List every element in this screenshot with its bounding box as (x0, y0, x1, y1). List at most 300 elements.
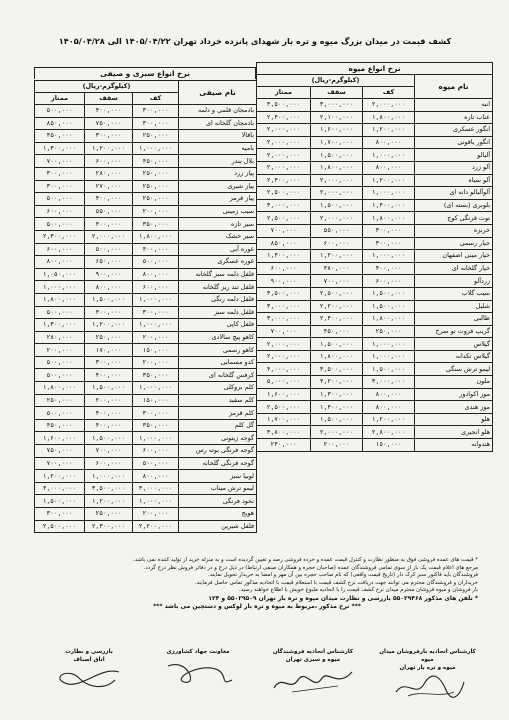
fruit-name-cell: آلو سیاه (415, 174, 493, 187)
veg-max-price: ۱,۲۰۰,۰۰۰ (85, 319, 133, 332)
veg-name-cell: فلفل کاپی (179, 319, 257, 332)
veg-name-cell: بامیه (179, 142, 257, 155)
fruit-name-cell: سیب گلاب (415, 287, 493, 300)
signature-title-1: کارشناس اتحادیه بارفروشان میدان میوه (379, 649, 476, 663)
veg-row (35, 482, 257, 495)
veg-row (35, 344, 257, 357)
fruit-min-price: ۲۵۰,۰۰۰ (363, 325, 415, 338)
veg-min-price: ۵۰۰,۰۰۰ (133, 256, 179, 269)
veg-name-cell: کاهو پیچ سالادی (179, 331, 257, 344)
veg-best-price: ۲۸۰,۰۰۰ (35, 331, 85, 344)
fruit-col-min: کف (363, 87, 415, 99)
fruit-row (257, 174, 493, 187)
veg-name-cell: باقالا (179, 130, 257, 143)
fruit-best-price: ۲,۵۰۰,۰۰۰ (257, 401, 311, 414)
fruit-row (257, 401, 493, 414)
fruit-max-price: ۴۸۰,۰۰۰ (311, 262, 363, 275)
veg-best-price: ۶۰۰,۰۰۰ (35, 205, 85, 218)
fruit-name-cell: گریپ فروت تو سرخ (415, 325, 493, 338)
fruit-best-price: ۷۰۰,۰۰۰ (257, 224, 311, 237)
signature-subtitle-4: اتاق اصناف (73, 657, 105, 663)
veg-best-price: ۱,۶۰۰,۰۰۰ (35, 432, 85, 445)
fruit-min-price: ۸۰۰,۰۰۰ (363, 136, 415, 149)
veg-row (35, 268, 257, 281)
veg-name-cell: کلم بروکلی (179, 382, 257, 395)
veg-best-price: ۳۰۰,۰۰۰ (35, 167, 85, 180)
fruit-min-price: ۳,۰۰۰,۰۰۰ (363, 376, 415, 389)
fruit-name-cell: آلبالو (415, 149, 493, 162)
fruit-best-price: ۶۰۰,۰۰۰ (257, 262, 311, 275)
fruit-best-price: ۳,۸۰۰,۰۰۰ (257, 426, 311, 439)
fruit-best-price: ۹۰۰,۰۰۰ (257, 275, 311, 288)
veg-best-price: ۲,۵۰۰,۰۰۰ (35, 520, 85, 533)
veg-min-price: ۶۰۰,۰۰۰ (133, 445, 179, 458)
veg-row (35, 419, 257, 432)
veg-name-cell: نخود فرنگی (179, 495, 257, 508)
veg-max-price: ۱,۵۰۰,۰۰۰ (85, 432, 133, 445)
veg-best-price: ۷۵۰,۰۰۰ (35, 445, 85, 458)
fruit-best-price: ۱,۶۰۰,۰۰۰ (257, 388, 311, 401)
veg-min-price: ۱,۰۰۰,۰۰۰ (133, 382, 179, 395)
signature-block-3 (148, 648, 248, 690)
fruit-max-price: ۱,۳۰۰,۰۰۰ (311, 388, 363, 401)
veg-min-price: ۱,۰۰۰,۰۰۰ (133, 293, 179, 306)
veg-best-price: ۲,۳۰۰,۰۰۰ (35, 230, 85, 243)
fruit-best-price: ۲,۵۰۰,۰۰۰ (257, 212, 311, 225)
veg-row (35, 306, 257, 319)
veg-max-price: ۹۰۰,۰۰۰ (85, 268, 133, 281)
veg-min-price: ۳۰۰,۰۰۰ (133, 117, 179, 130)
veg-min-price: ۵۰۰,۰۰۰ (133, 457, 179, 470)
veg-best-price: ۵۰۰,۰۰۰ (35, 193, 85, 206)
fruit-max-price: ۱,۸۰۰,۰۰۰ (311, 350, 363, 363)
fruit-min-price: ۱,۵۰۰,۰۰۰ (363, 300, 415, 313)
fruit-name-cell: موز اکوادور (415, 388, 493, 401)
veg-min-price: ۲۵۰,۰۰۰ (133, 193, 179, 206)
veg-min-price: ۲۵۰,۰۰۰ (133, 167, 179, 180)
fruit-max-price: ۲,۲۰۰,۰۰۰ (311, 300, 363, 313)
veg-name-cell: فلفل شیرین (179, 520, 257, 533)
veg-col-min: کف (133, 93, 179, 105)
fruit-max-price: ۲,۱۰۰,۰۰۰ (311, 111, 363, 124)
signature-subtitle-1: میوه و تره بار تهران (399, 665, 456, 671)
veg-name-cell: سیب زمینی (179, 205, 257, 218)
veg-name-cell: کرفس گلخانه ای (179, 369, 257, 382)
fruit-best-price: ۲,۰۰۰,۰۰۰ (257, 149, 311, 162)
fruit-col-best: ممتاز (257, 87, 311, 99)
veg-col-best: ممتاز (35, 93, 85, 105)
fruit-min-price: ۴۰۰,۰۰۰ (363, 262, 415, 275)
fruit-min-price: ۱,۴۰۰,۰۰۰ (363, 199, 415, 212)
fruit-name-cell: هلو انجیری (415, 426, 493, 439)
fruit-best-price: ۳,۰۰۰,۰۰۰ (257, 199, 311, 212)
veg-min-price: ۲۰۰,۰۰۰ (133, 331, 179, 344)
veg-best-price: ۵۰۰,۰۰۰ (35, 306, 85, 319)
veg-max-price: ۴۰۰,۰۰۰ (85, 419, 133, 432)
veg-table-body (35, 105, 257, 533)
veg-name-cell: پیاز شیری (179, 180, 257, 193)
fruit-table-body (257, 99, 493, 452)
veg-row (35, 495, 257, 508)
veg-max-price: ۴۰۰,۰۰۰ (85, 306, 133, 319)
veg-name-cell: فلفل دلمه سبز (179, 306, 257, 319)
fruit-best-price: ۴,۰۰۰,۰۰۰ (257, 363, 311, 376)
veg-max-price: ۵۵۰,۰۰۰ (85, 205, 133, 218)
veg-min-price: ۱۵۰,۰۰۰ (133, 394, 179, 407)
veg-max-price: ۶۵۰,۰۰۰ (85, 256, 133, 269)
fruit-min-price: ۱,۰۰۰,۰۰۰ (363, 187, 415, 200)
veg-max-price: ۷۰۰,۰۰۰ (85, 445, 133, 458)
fruit-max-price: ۱,۷۰۰,۰۰۰ (311, 136, 363, 149)
veg-best-price: ۳۰۰,۰۰۰ (35, 180, 85, 193)
signatures-area (40, 648, 480, 708)
veg-best-price: ۸۰۰,۰۰۰ (35, 256, 85, 269)
veg-max-price: ۱۷۰,۰۰۰ (85, 344, 133, 357)
fruit-best-price: ۲,۰۰۰,۰۰۰ (257, 124, 311, 137)
fruit-best-price: ۷۰۰,۰۰۰ (257, 325, 311, 338)
fruit-max-price: ۱,۵۰۰,۰۰۰ (311, 413, 363, 426)
fruit-name-cell: خربزه (415, 224, 493, 237)
fruit-min-price: ۱,۸۰۰,۰۰۰ (363, 313, 415, 326)
fruit-min-price: ۸۰۰,۰۰۰ (363, 401, 415, 414)
veg-best-price: ۵۰۰,۰۰۰ (35, 356, 85, 369)
veg-min-price: ۳۵۰,۰۰۰ (133, 218, 179, 231)
veg-name-cell: سیر خشک (179, 230, 257, 243)
veg-best-price: ۵۰۰,۰۰۰ (35, 369, 85, 382)
fruit-name-cell: انبه (415, 99, 493, 112)
veg-min-price: ۳۵۰,۰۰۰ (133, 419, 179, 432)
veg-best-price: ۳۰۰,۰۰۰ (35, 508, 85, 521)
veg-min-price: ۱,۰۰۰,۰۰۰ (133, 432, 179, 445)
veg-min-price: ۴۰۰,۰۰۰ (133, 243, 179, 256)
veg-best-price: ۸۵۰,۰۰۰ (35, 117, 85, 130)
veg-min-price: ۲۰۰,۰۰۰ (133, 508, 179, 521)
fruit-row (257, 287, 493, 300)
signature-block-1 (375, 648, 480, 702)
fruit-name-cell: خیار رسمی (415, 237, 493, 250)
fruit-best-price: ۵,۰۰۰,۰۰۰ (257, 376, 311, 389)
veg-max-price: ۲,۳۰۰,۰۰۰ (85, 520, 133, 533)
fruit-name-cell: گیلاس تکدانه (415, 350, 493, 363)
veg-best-price: ۴,۰۰۰,۰۰۰ (35, 482, 85, 495)
veg-best-price: ۱,۰۵۰,۰۰۰ (35, 268, 85, 281)
veg-min-price: ۳۰۰,۰۰۰ (133, 306, 179, 319)
veg-row (35, 293, 257, 306)
fruit-name-cell: عناب تازه (415, 111, 493, 124)
veg-name-cell: سیر تازه (179, 218, 257, 231)
fruit-best-price: ۲,۵۰۰,۰۰۰ (257, 187, 311, 200)
fruit-best-price: ۲,۰۰۰,۰۰۰ (257, 161, 311, 174)
veg-min-price: ۱۵۰,۰۰۰ (133, 344, 179, 357)
veg-row (35, 382, 257, 395)
fruit-row (257, 149, 493, 162)
handwritten-signature-1 (388, 672, 468, 702)
fruit-max-price: ۳,۰۰۰,۰۰۰ (311, 99, 363, 112)
page-title: کشف قیمت در میدان بزرگ میوه و تره بار شهدای پانزده خرداد تهران ۱۴۰۵/۰۴/۲۲ الی ۱۴۰۵/۰۴/۲۸ (58, 36, 452, 46)
signature-title-2: کارشناس اتحادیه فروشندگان (272, 649, 354, 655)
veg-max-price: ۷۵۰,۰۰۰ (85, 117, 133, 130)
veg-min-price: ۳,۰۰۰,۰۰۰ (133, 482, 179, 495)
veg-max-price: ۲۷۰,۰۰۰ (85, 180, 133, 193)
fruit-name-cell: شلیل (415, 300, 493, 313)
fruit-best-price: ۲۴۰,۰۰۰ (257, 439, 311, 452)
fruit-min-price: ۱۵۰,۰۰۰ (363, 439, 415, 452)
fruit-table-header: نرخ انواع میوه (257, 63, 493, 75)
fruit-min-price: ۱,۰۰۰,۰۰۰ (363, 250, 415, 263)
veg-min-price: ۸۰۰,۰۰۰ (133, 470, 179, 483)
fruit-name-cell: لیمو ترش سنگی (415, 363, 493, 376)
veg-min-price: ۸۰۰,۰۰۰ (133, 268, 179, 281)
veg-best-price: ۱,۳۰۰,۰۰۰ (35, 319, 85, 332)
fruit-row (257, 187, 493, 200)
veg-name-cell: غوره آبی (179, 243, 257, 256)
fruit-min-price: ۳۰۰,۰۰۰ (363, 237, 415, 250)
veg-max-price: ۲۸۰,۰۰۰ (85, 167, 133, 180)
veg-min-price: ۲,۲۰۰,۰۰۰ (133, 520, 179, 533)
veg-row (35, 331, 257, 344)
note-5: بار فروشان و میوه فروشان محترم میدان نرخ کشف قیمت را با اتحادیه ملبوغ خویش با اطلاع خواهند رسید. (238, 587, 478, 594)
note-2: مرجع های اعلام قیمت یک بار از سوی تمامی فروشندگان عمده (صاحبان حجره و همکاران صنفی ارتباط) در ذیل درج و در دفاتر فروش نظر درج گردد. (143, 564, 478, 571)
fruit-max-price: ۱,۵۰۰,۰۰۰ (311, 149, 363, 162)
fruit-name-cell: بلوبری (بسته ای) (415, 199, 493, 212)
veg-row (35, 508, 257, 521)
veg-best-price: ۱,۵۰۰,۰۰۰ (35, 495, 85, 508)
fruit-row (257, 426, 493, 439)
veg-name-cell: بادمجان قلمی و دلمه (179, 105, 257, 118)
veg-max-price: ۱,۰۰۰,۰۰۰ (85, 470, 133, 483)
signature-subtitle-2: میوه و سبزی تهران (285, 657, 341, 663)
veg-row (35, 319, 257, 332)
fruit-min-price: ۳۰۰,۰۰۰ (363, 224, 415, 237)
veg-best-price: ۵۰۰,۰۰۰ (35, 218, 85, 231)
veg-max-price: ۶۰۰,۰۰۰ (85, 457, 133, 470)
fruit-min-price: ۱,۸۰۰,۰۰۰ (363, 111, 415, 124)
fruit-min-price: ۱,۲۰۰,۰۰۰ (363, 124, 415, 137)
fruit-best-price: ۲,۰۰۰,۰۰۰ (257, 136, 311, 149)
fruit-name-cell: طالبی (415, 313, 493, 326)
fruit-min-price: ۸۰۰,۰۰۰ (363, 161, 415, 174)
veg-best-price: ۲۰۰,۰۰۰ (35, 344, 85, 357)
fruit-row (257, 338, 493, 351)
veg-max-price: ۱,۲۰۰,۰۰۰ (85, 495, 133, 508)
veg-name-cell: گل کلم (179, 419, 257, 432)
veg-row (35, 243, 257, 256)
fruit-max-price: ۳,۵۰۰,۰۰۰ (311, 363, 363, 376)
fruit-best-price: ۳,۰۰۰,۰۰۰ (257, 300, 311, 313)
fruit-row (257, 99, 493, 112)
veg-name-cell: کاهو رسمی (179, 344, 257, 357)
veg-min-price: ۶۰۰,۰۰۰ (133, 281, 179, 294)
fruit-best-price: ۲,۰۰۰,۰۰۰ (257, 350, 311, 363)
fruit-max-price: ۷۰۰,۰۰۰ (311, 275, 363, 288)
fruit-max-price: ۱,۶۰۰,۰۰۰ (311, 124, 363, 137)
fruit-min-price: ۱,۲۰۰,۰۰۰ (363, 174, 415, 187)
fruit-row (257, 325, 493, 338)
veg-name-cell: لیمو ترش میناب (179, 482, 257, 495)
veg-max-price: ۴۰۰,۰۰۰ (85, 105, 133, 118)
veg-max-price: ۶۰۰,۰۰۰ (85, 155, 133, 168)
fruit-max-price: ۱,۲۰۰,۰۰۰ (311, 250, 363, 263)
fruit-name-cell: هندوانه (415, 439, 493, 452)
veg-best-price: ۱,۲۰۰,۰۰۰ (35, 470, 85, 483)
fruit-row (257, 313, 493, 326)
veg-name-cell: کلم سفید (179, 394, 257, 407)
veg-min-price: ۳۰۰,۰۰۰ (133, 407, 179, 420)
veg-table-header: نرخ انواع سبزی و صیفی (34, 67, 256, 79)
veg-max-price: ۳۰۰,۰۰۰ (85, 356, 133, 369)
veg-col-max: سقف (85, 93, 133, 105)
veg-max-price: ۲۰۰,۰۰۰ (85, 394, 133, 407)
veg-best-price: ۱,۸۰۰,۰۰۰ (35, 382, 85, 395)
fruit-name-cell: گیلاس (415, 338, 493, 351)
veg-max-price: ۲۵۰,۰۰۰ (85, 331, 133, 344)
fruit-min-price: ۱,۰۰۰,۰۰۰ (363, 149, 415, 162)
veg-row (35, 180, 257, 193)
fruit-name-cell: موز هندی (415, 401, 493, 414)
veg-unit: (کیلوگرم-ریال) (35, 81, 179, 93)
fruit-unit: (کیلوگرم-ریال) (257, 75, 415, 87)
fruit-min-price: ۱,۰۰۰,۰۰۰ (363, 350, 415, 363)
fruit-name-cell: آلوآلبالو دانه ای (415, 187, 493, 200)
veg-row (35, 470, 257, 483)
fruit-row (257, 300, 493, 313)
fruit-row (257, 388, 493, 401)
fruit-row (257, 275, 493, 288)
veg-best-price: ۴۵۰,۰۰۰ (35, 130, 85, 143)
veg-best-price: ۵۰۰,۰۰۰ (35, 407, 85, 420)
veg-row (35, 155, 257, 168)
fruit-name-cell: زردآلو (415, 275, 493, 288)
veg-min-price: ۲۵۰,۰۰۰ (133, 180, 179, 193)
veg-row (35, 105, 257, 118)
fruit-row (257, 363, 493, 376)
veg-max-price: ۲,۰۰۰,۰۰۰ (85, 230, 133, 243)
fruit-min-price: ۱,۵۰۰,۰۰۰ (363, 287, 415, 300)
veg-name-cell: هویج (179, 508, 257, 521)
veg-max-price: ۱,۲۰۰,۰۰۰ (85, 142, 133, 155)
fruit-min-price: ۲,۸۰۰,۰۰۰ (363, 426, 415, 439)
fruit-row (257, 439, 493, 452)
fruit-row (257, 136, 493, 149)
signature-block-4 (40, 648, 138, 694)
fruit-name-cell: انگور عسکری (415, 124, 493, 137)
veg-best-price: ۶۰۰,۰۰۰ (35, 243, 85, 256)
fruit-name-cell: خیار مینی اصفهان (415, 250, 493, 263)
fruit-name-cell: انگور یاقوتی (415, 136, 493, 149)
fruit-max-price: ۱,۵۰۰,۰۰۰ (311, 338, 363, 351)
phone-line-2: *** نرخ مذکور ،مربوط به میوه و تره بار لوکس و دستچین می باشد *** (153, 602, 361, 610)
fruit-row (257, 413, 493, 426)
veg-name-cell: کدو مسمایی (179, 356, 257, 369)
fruit-max-price: ۲۰۰,۰۰۰ (311, 439, 363, 452)
fruit-best-price: ۱,۷۰۰,۰۰۰ (257, 413, 311, 426)
veg-row (35, 193, 257, 206)
phone-line-1: * تلفن های مذکور ۵۵۰۲۹۴۶۸ بازرسی و نظارت میدان میوه و تره بار تهران ۵۵۰۲۹۵۰۹ و ۱۲۴ (208, 594, 478, 602)
veg-name-cell: فلفل دلمه سبز گلخانه (179, 268, 257, 281)
veg-name-cell: پیاز قرمز (179, 193, 257, 206)
fruit-col-name: نام میوه (415, 75, 493, 99)
veg-max-price: ۳,۵۰۰,۰۰۰ (85, 482, 133, 495)
notes-section (36, 557, 478, 610)
fruit-min-price: ۲,۰۰۰,۰۰۰ (363, 99, 415, 112)
veg-row (35, 281, 257, 294)
fruit-row (257, 224, 493, 237)
note-1: * قیمت های عمده فروشی فوق به منظور نظارت و کنترل قیمت عمده و خرده فروشی رصد و تعیین گردیده است و به منزله خرید از تولید کننده نمی باشد. (133, 557, 478, 563)
veg-row (35, 142, 257, 155)
fruit-min-price: ۸۰۰,۰۰۰ (363, 388, 415, 401)
veg-min-price: ۲۵۰,۰۰۰ (133, 130, 179, 143)
fruit-row (257, 376, 493, 389)
fruit-best-price: ۳,۵۰۰,۰۰۰ (257, 287, 311, 300)
fruit-row (257, 262, 493, 275)
veg-row (35, 445, 257, 458)
veg-row (35, 407, 257, 420)
veg-min-price: ۱,۰۰۰,۰۰۰ (133, 319, 179, 332)
signature-block-2 (258, 648, 368, 696)
veg-name-cell: گوجه فرنگی بوته رس (179, 445, 257, 458)
veg-row (35, 457, 257, 470)
veg-min-price: ۲۰۰,۰۰۰ (133, 356, 179, 369)
veg-col-name: نام صیفی (179, 81, 257, 105)
veg-name-cell: بلال بندر (179, 155, 257, 168)
fruit-min-price: ۶۰۰,۰۰۰ (363, 275, 415, 288)
veg-min-price: ۴۵۰,۰۰۰ (133, 155, 179, 168)
fruit-best-price: ۱,۴۰۰,۰۰۰ (257, 250, 311, 263)
fruit-name-cell: آلو زرد (415, 161, 493, 174)
signature-title-3: معاونت جهاد کشاورزی (166, 649, 230, 655)
fruit-name-cell: ملون (415, 376, 493, 389)
veg-row (35, 432, 257, 445)
fruit-col-max: سقف (311, 87, 363, 99)
fruit-row (257, 212, 493, 225)
fruit-min-price: ۱,۲۰۰,۰۰۰ (363, 413, 415, 426)
veg-max-price: ۱,۵۰۰,۰۰۰ (85, 293, 133, 306)
fruit-max-price: ۲,۰۰۰,۰۰۰ (311, 212, 363, 225)
veg-best-price: ۷۰۰,۰۰۰ (35, 457, 85, 470)
veg-max-price: ۳۰۰,۰۰۰ (85, 130, 133, 143)
handwritten-signature-4 (49, 664, 129, 694)
fruit-row (257, 237, 493, 250)
fruit-max-price: ۱,۸۰۰,۰۰۰ (311, 161, 363, 174)
fruit-row (257, 250, 493, 263)
vegetable-price-table (34, 80, 257, 533)
veg-row (35, 117, 257, 130)
veg-min-price: ۳۰۰,۰۰۰ (133, 105, 179, 118)
veg-row (35, 369, 257, 382)
veg-row (35, 218, 257, 231)
veg-max-price: ۱,۵۰۰,۰۰۰ (85, 382, 133, 395)
fruit-best-price: ۲,۴۰۰,۰۰۰ (257, 174, 311, 187)
fruit-max-price: ۲,۰۰۰,۰۰۰ (311, 426, 363, 439)
handwritten-signature-3 (158, 656, 238, 690)
veg-max-price: ۴۰۰,۰۰۰ (85, 369, 133, 382)
fruit-max-price: ۶۰۰,۰۰۰ (311, 237, 363, 250)
veg-best-price: ۴۵۰,۰۰۰ (35, 419, 85, 432)
fruit-row (257, 161, 493, 174)
fruit-max-price: ۲,۴۰۰,۰۰۰ (311, 313, 363, 326)
veg-row (35, 256, 257, 269)
fruit-price-table (256, 62, 493, 452)
fruit-best-price: ۳,۰۰۰,۰۰۰ (257, 313, 311, 326)
veg-min-price: ۲۰۰,۰۰۰ (133, 205, 179, 218)
fruit-row (257, 111, 493, 124)
veg-best-price: ۷۰۰,۰۰۰ (35, 155, 85, 168)
note-3: فروشندگان باید فاکتور سبز کرک دار (تاریخ قیمت واقعی) که نام صاحب حجره بین آن مهر و امضا به خریدار تحویل نمایند. (208, 572, 478, 579)
note-4: خریداران و فروشندگان محترم می توانند جهت دریافت نرخ کشف قیمت با استعلام قیمت با اتحادیه مذکور تماس حاصل فرمایند. (194, 579, 478, 586)
veg-min-price: ۱,۰۰۰,۰۰۰ (133, 495, 179, 508)
fruit-max-price: ۱,۵۰۰,۰۰۰ (311, 199, 363, 212)
fruit-best-price: ۸۵۰,۰۰۰ (257, 237, 311, 250)
